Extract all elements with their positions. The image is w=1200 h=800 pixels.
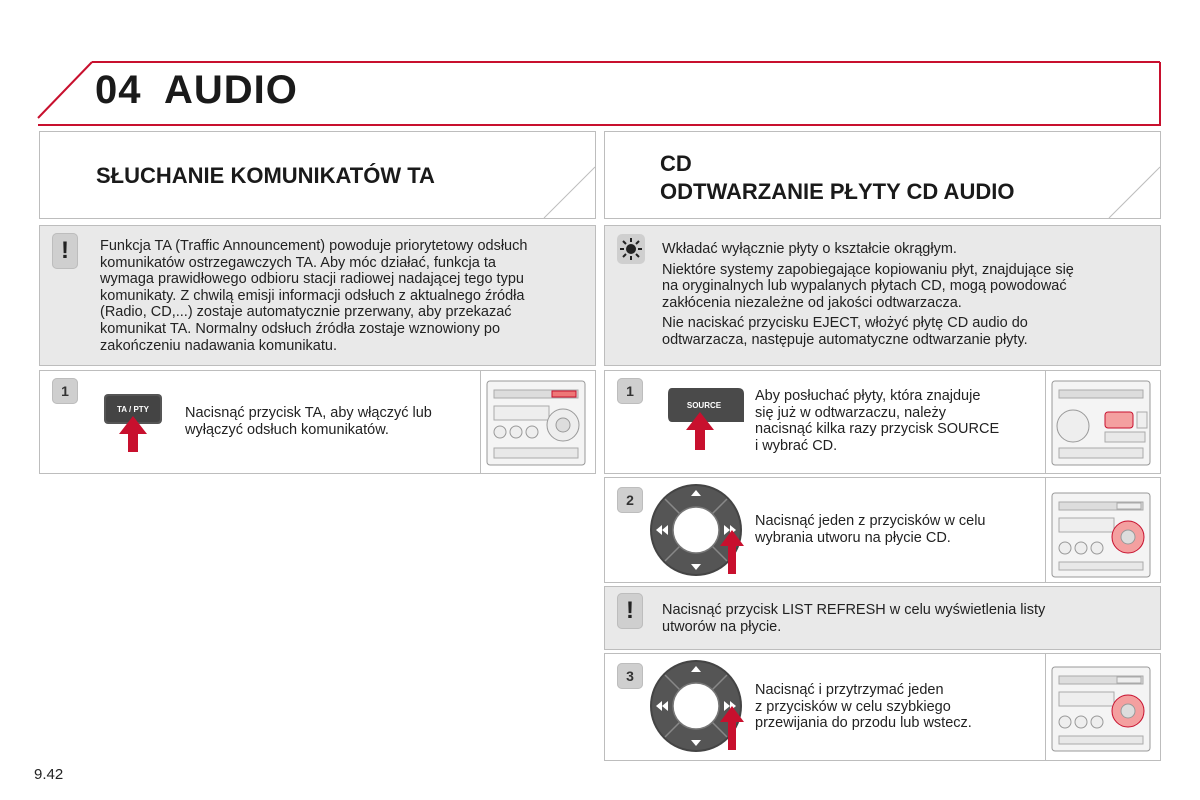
step-badge: 2 xyxy=(617,487,643,513)
direction-pad-illustration xyxy=(650,482,750,582)
left-warning-text: Funkcja TA (Traffic Announcement) powoduje priorytetowy odsłuch komunikatów ostrzegawczych TA. Aby móc działać, funkcja ta wymaga prawidłowego odbioru stacji radiowej nadającej tego typu komunikaty. Z chwilą emisji informacji odsłuch z aktualnego źródła (Radio, CD,...) zostaje automatycznie przerwany, aby przekazać komunikat TA. Normalny odsłuch źródła zostaje wznowiony po zakończeniu nadawania komunikatu. xyxy=(100,238,528,354)
warning-icon: ! xyxy=(617,593,643,629)
radio-panel-illustration xyxy=(1051,666,1151,752)
step-badge: 1 xyxy=(617,378,643,404)
warning-icon: ! xyxy=(52,233,78,269)
right-step3-text: Nacisnąć i przytrzymać jeden z przycisków w celu szybkiego przewijania do przodu lub wstecz. xyxy=(755,682,972,732)
chapter-number: 04 xyxy=(95,68,142,112)
step-badge: 3 xyxy=(617,663,643,689)
ta-pty-button-illustration xyxy=(100,390,170,456)
svg-text:SOURCE: SOURCE xyxy=(686,401,722,410)
right-tip-text: Wkładać wyłącznie płyty o kształcie okrągłym. Niektóre systemy zapobiegające kopiowaniu płyt, znajdujące się na oryginalnych lub wypalanych płytach CD, mogą powodować zakłócenia niezależne od jakości odtwarzacza. Nie naciskać przycisku EJECT, włożyć płytę CD audio do odtwarzacza, następuje automatyczne odtwarzanie płyty. xyxy=(662,241,1074,348)
svg-text:TA / PTY: TA / PTY xyxy=(117,405,149,414)
sun-icon xyxy=(617,234,645,264)
right-step1-text: Aby posłuchać płyty, która znajduje się już w odtwarzaczu, należy nacisnąć kilka razy przycisk SOURCE i wybrać CD. xyxy=(755,388,1000,454)
radio-panel-illustration xyxy=(486,380,586,466)
direction-pad-illustration xyxy=(650,658,750,758)
left-step1-text: Nacisnąć przycisk TA, aby włączyć lub wyłączyć odsłuch komunikatów. xyxy=(185,405,432,438)
chapter-title: AUDIO xyxy=(164,68,298,112)
right-step2-text: Nacisnąć jeden z przycisków w celu wybrania utworu na płycie CD. xyxy=(755,513,986,546)
right-warning-text: Nacisnąć przycisk LIST REFRESH w celu wyświetlenia listy utworów na płycie. xyxy=(662,602,1046,635)
right-section-title: CD ODTWARZANIE PŁYTY CD AUDIO xyxy=(660,151,1015,204)
step-badge: 1 xyxy=(52,378,78,404)
radio-panel-illustration xyxy=(1051,380,1151,466)
left-section-title: SŁUCHANIE KOMUNIKATÓW TA xyxy=(96,163,435,188)
radio-panel-illustration xyxy=(1051,492,1151,578)
page-number: 9.42 xyxy=(34,766,64,783)
source-button-illustration xyxy=(664,382,748,454)
